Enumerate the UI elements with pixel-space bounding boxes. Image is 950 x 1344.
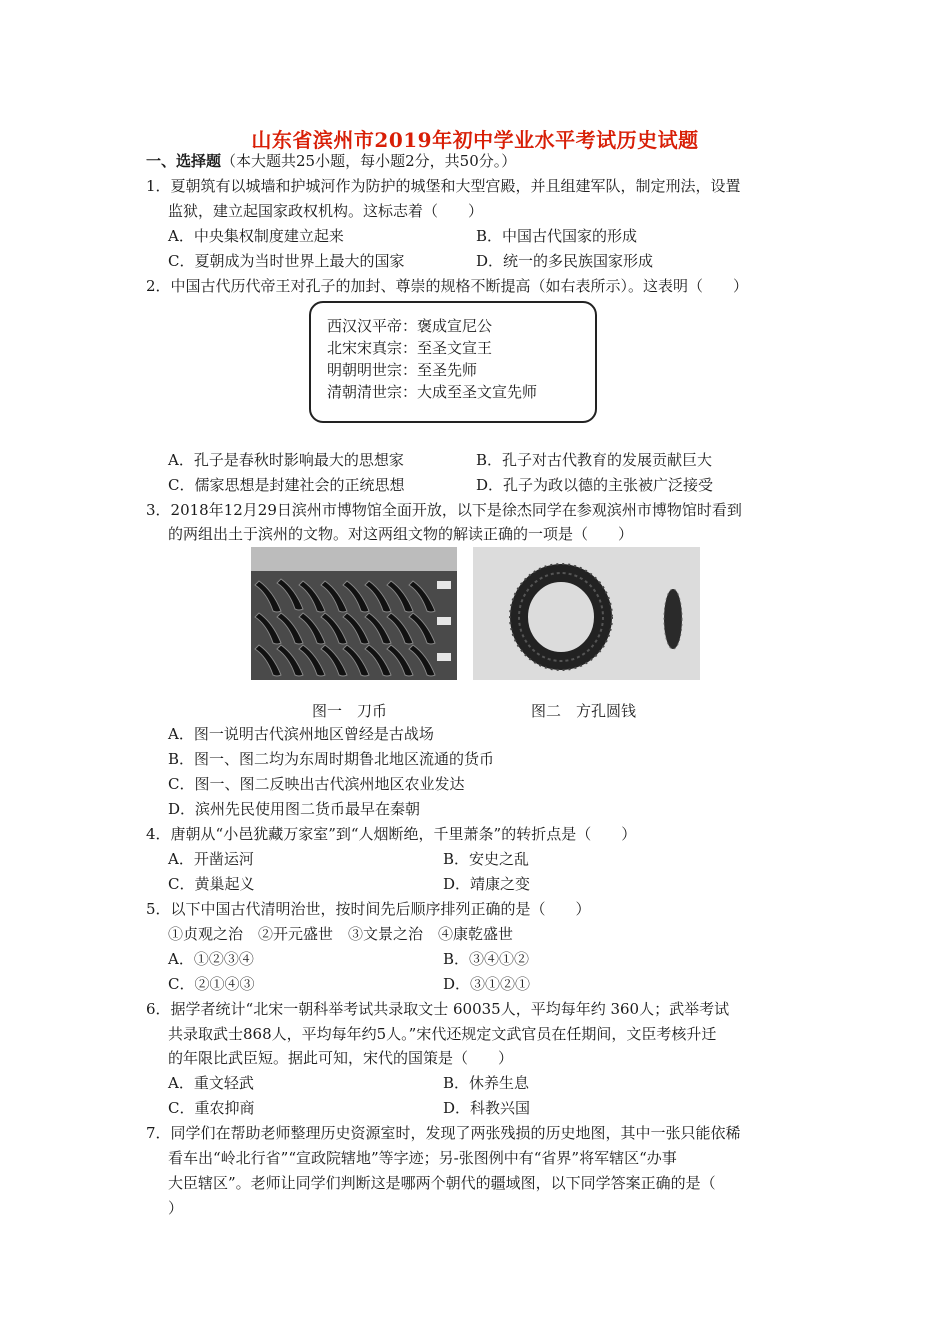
q2-option-b: B．孔子对古代教育的发展贡献巨大 — [476, 451, 713, 469]
q5-stem: 5．以下中国古代清明治世，按时间先后顺序排列正确的是（ ） — [146, 900, 591, 918]
q4-option-b: B．安史之乱 — [443, 850, 530, 868]
q2-title-table — [309, 301, 597, 423]
q5-option-d: D．③①②① — [443, 975, 531, 993]
round-coin-image — [473, 547, 700, 680]
figure1-caption: 图一 刀币 — [312, 702, 388, 720]
q4-option-a: A．开凿运河 — [168, 850, 254, 868]
q5-option-b: B．③④①② — [443, 950, 530, 968]
q2-option-a: A．孔子是春秋时影响最大的思想家 — [168, 451, 404, 469]
q2-table-row: 明朝明世宗：至圣先师 — [327, 361, 478, 379]
q4-option-d: D．靖康之变 — [443, 875, 531, 893]
q2-table-row: 西汉汉平帝：褒成宣尼公 — [327, 317, 493, 335]
q7-stem-line1: 7．同学们在帮助老师整理历史资源室时，发现了两张残损的历史地图，其中一张只能依稀 — [146, 1124, 741, 1142]
q1-stem-line2: 监狱，建立起国家政权机构。这标志着（ ） — [168, 202, 484, 220]
q1-option-c: C．夏朝成为当时世界上最大的国家 — [168, 252, 405, 270]
q3-option-b: B．图一、图二均为东周时期鲁北地区流通的货币 — [168, 750, 495, 768]
q1-stem-line1: 1．夏朝筑有以城墙和护城河作为防护的城堡和大型宫殿，并且组建军队，制定刑法，设置 — [146, 177, 741, 195]
q2-table-row: 北宋宋真宗：至圣文宣王 — [327, 339, 493, 357]
q1-option-b: B．中国古代国家的形成 — [476, 227, 638, 245]
q1-option-a: A．中央集权制度建立起来 — [168, 227, 344, 245]
q2-table-row: 清朝清世宗：大成至圣文宣先师 — [327, 383, 538, 401]
page-title: 山东省滨州市2019年初中学业水平考试历史试题 — [251, 128, 699, 152]
q5-items: ①贞观之治 ②开元盛世 ③文景之治 ④康乾盛世 — [168, 925, 514, 943]
q3-option-d: D．滨州先民使用图二货币最早在秦朝 — [168, 800, 421, 818]
q7-stem-line4: ） — [168, 1199, 184, 1217]
section-heading — [146, 151, 516, 171]
q7-stem-line2: 看车出“岭北行省”“宣政院辖地”等字迹；另-张图例中有“省界”将军辖区“办事 — [168, 1149, 677, 1167]
q6-stem-line2: 共录取武士868人，平均每年约5人。”宋代还规定文武官员在任期间，文臣考核升迁 — [168, 1025, 717, 1043]
q3-option-c: C．图一、图二反映出古代滨州地区农业发达 — [168, 775, 465, 793]
q2-option-c: C．儒家思想是封建社会的正统思想 — [168, 476, 405, 494]
q6-option-d: D．科教兴国 — [443, 1099, 531, 1117]
q7-stem-line3: 大臣辖区”。老师让同学们判断这是哪两个朝代的疆域图，以下同学答案正确的是（ — [168, 1174, 716, 1192]
q2-stem: 2．中国古代历代帝王对孔子的加封、尊崇的规格不断提高（如右表所示）。这表明（ ） — [146, 277, 749, 295]
figure2-caption: 图二 方孔圆钱 — [531, 702, 637, 720]
q3-option-a: A．图一说明古代滨州地区曾经是古战场 — [168, 725, 434, 743]
section-label: 一、选择题 — [146, 152, 222, 170]
q2-option-d: D．孔子为政以德的主张被广泛接受 — [476, 476, 714, 494]
q6-stem-line3: 的年限比武臣短。据此可知，宋代的国策是（ ） — [168, 1049, 514, 1067]
q6-option-a: A．重文轻武 — [168, 1074, 254, 1092]
q1-option-d: D．统一的多民族国家形成 — [476, 252, 654, 270]
q4-option-c: C．黄巢起义 — [168, 875, 255, 893]
q3-stem-line2: 的两组出土于滨州的文物。对这两组文物的解读正确的一项是（ ） — [168, 525, 634, 543]
q5-option-c: C．②①④③ — [168, 975, 255, 993]
q4-stem: 4．唐朝从“小邑犹藏万家室”到“人烟断绝，千里萧条”的转折点是（ ） — [146, 825, 637, 843]
q6-option-c: C．重农抑商 — [168, 1099, 255, 1117]
q6-stem-line1: 6．据学者统计“北宋一朝科举考试共录取文士 60035人，平均每年约 360人；武举考试 — [146, 1000, 730, 1018]
section-note: （本大题共25小题，每小题2分，共50分。） — [221, 152, 517, 170]
q6-option-b: B．休养生息 — [443, 1074, 530, 1092]
q3-stem-line1: 3．2018年12月29日滨州市博物馆全面开放，以下是徐杰同学在参观滨州市博物馆时看到 — [146, 501, 742, 519]
round-coin-photo — [473, 547, 700, 680]
knife-coin-image — [251, 547, 457, 680]
knife-coin-photo — [251, 547, 457, 680]
q5-option-a: A．①②③④ — [168, 950, 254, 968]
